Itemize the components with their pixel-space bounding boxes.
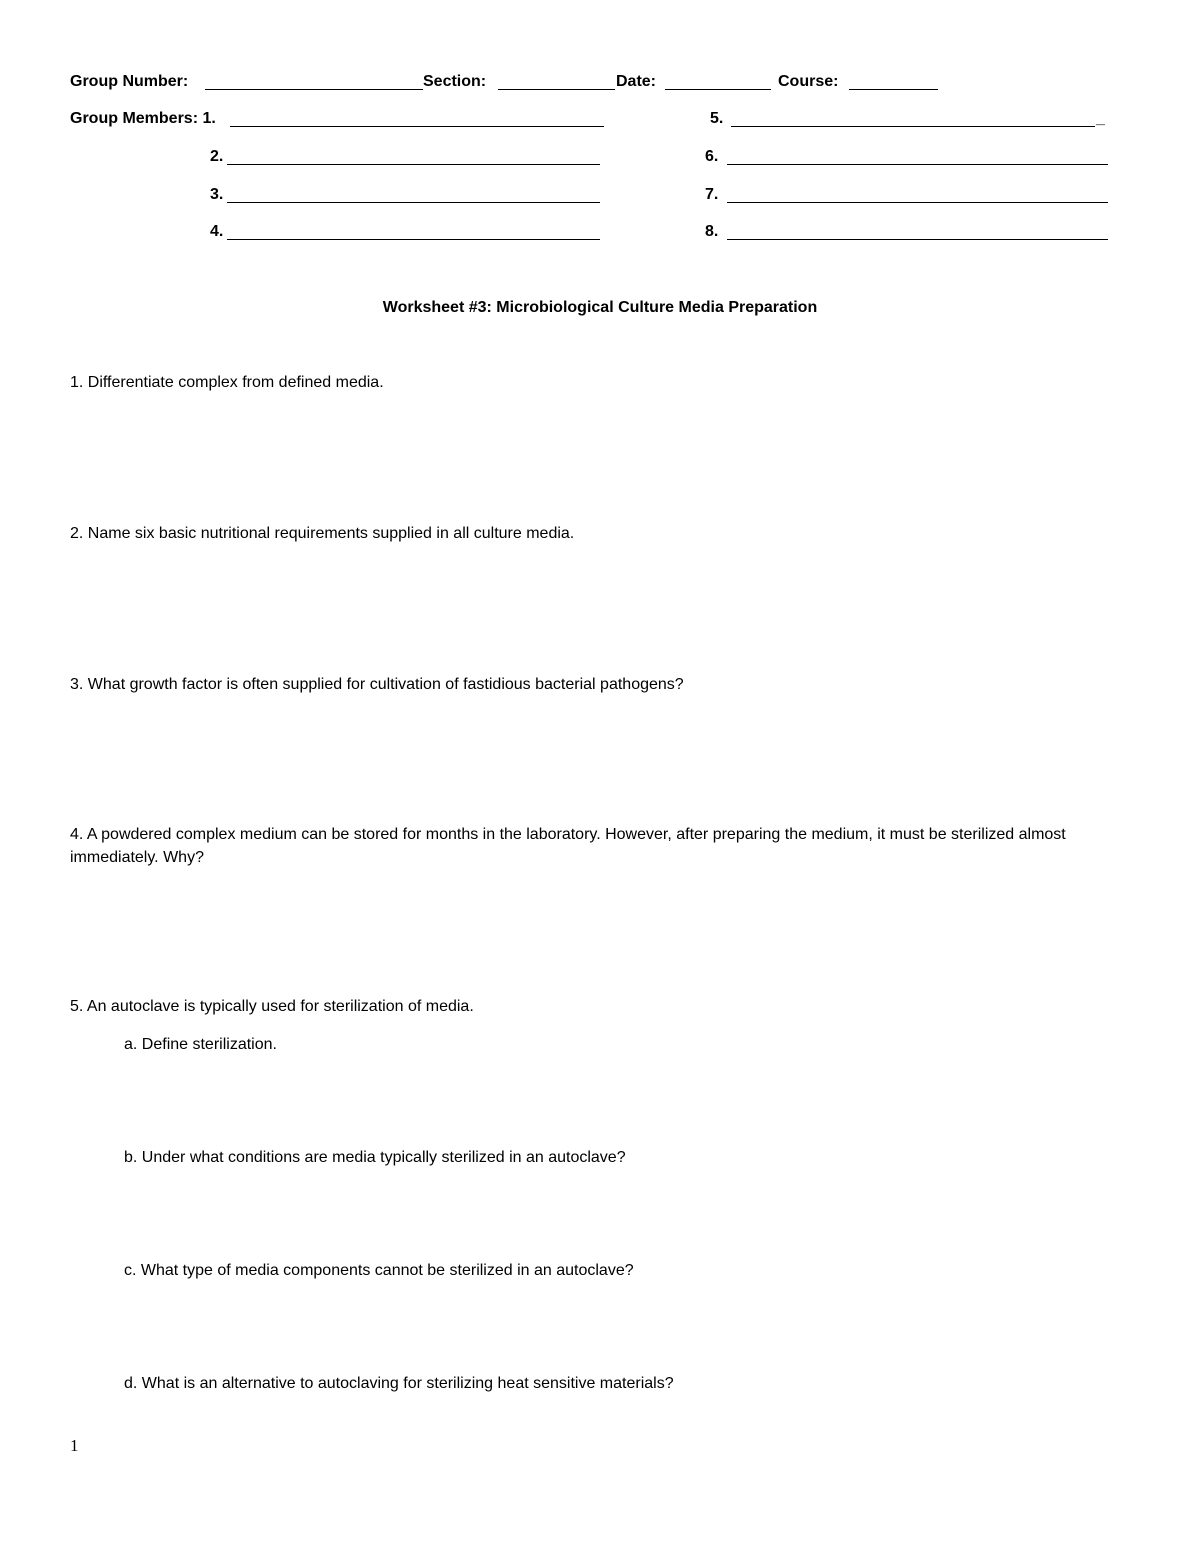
member-5-number: 5. [710,110,724,127]
member-8-number: 8. [705,223,719,240]
question-2: 2. Name six basic nutritional requirements supplied in all culture media. [70,525,575,542]
section-label: Section: [423,73,487,90]
page-number: 1 [70,1436,79,1455]
question-3: 3. What growth factor is often supplied for cultivation of fastidious bacterial pathogens? [70,676,684,693]
member-2-number: 2. [210,148,224,165]
member-7-blank[interactable] [727,202,1108,203]
member-6-number: 6. [705,148,719,165]
member-5-blank[interactable] [731,126,1095,127]
member-1-blank[interactable] [230,126,604,127]
question-5: 5. An autoclave is typically used for sterilization of media. [70,998,474,1015]
member-3-number: 3. [210,186,224,203]
member-7-number: 7. [705,186,719,203]
date-label: Date: [616,73,657,90]
question-4: 4. A powdered complex medium can be stored for months in the laboratory. However, after preparing the medium, it must be sterilized almost immediately. Why? [70,826,1066,866]
member-5-trailing-underscore: _ [1096,110,1105,127]
member-8-blank[interactable] [727,239,1108,240]
subquestion-c: c. What type of media components cannot be sterilized in an autoclave? [124,1262,634,1279]
member-6-blank[interactable] [727,164,1108,165]
member-2-blank[interactable] [227,164,600,165]
subquestion-d: d. What is an alternative to autoclaving for sterilizing heat sensitive materials? [124,1375,674,1392]
date-blank[interactable] [665,89,771,90]
worksheet-title: Worksheet #3: Microbiological Culture Media Preparation [382,299,818,316]
question-1: 1. Differentiate complex from defined media. [70,374,384,391]
member-4-blank[interactable] [227,239,600,240]
subquestion-a: a. Define sterilization. [124,1036,277,1053]
group-number-label: Group Number: [70,73,189,90]
course-blank[interactable] [849,89,938,90]
member-4-number: 4. [210,223,224,240]
course-label: Course: [778,73,839,90]
section-blank[interactable] [498,89,615,90]
group-number-blank[interactable] [205,89,423,90]
subquestion-b: b. Under what conditions are media typically sterilized in an autoclave? [124,1149,626,1166]
member-3-blank[interactable] [227,202,600,203]
group-members-label: Group Members: 1. [70,110,216,127]
